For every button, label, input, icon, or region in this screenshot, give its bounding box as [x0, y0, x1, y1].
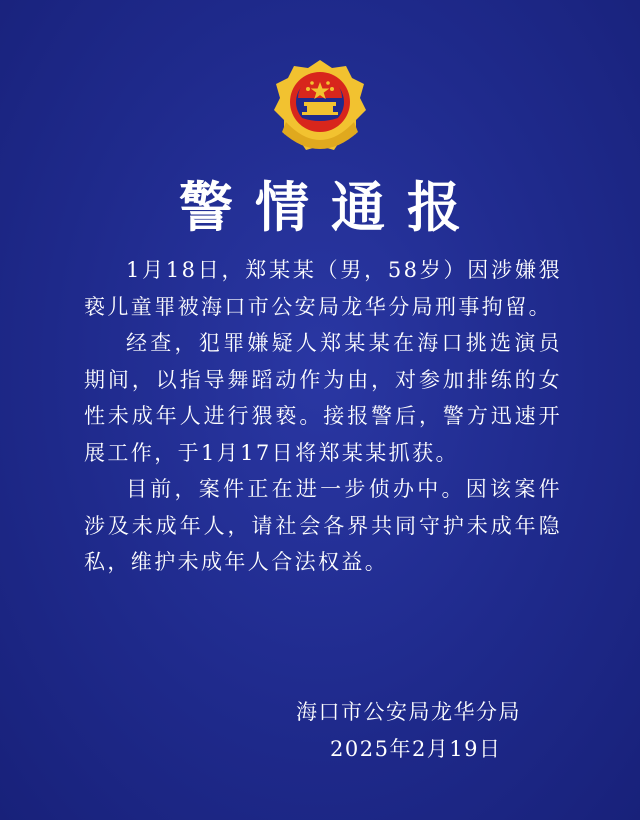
issue-date: 2025年2月19日	[330, 737, 502, 761]
notice-paragraph-1: 1月18日，郑某某（男，58岁）因涉嫌猥亵儿童罪被海口市公安局龙华分局刑事拘留。	[84, 258, 562, 319]
notice-body	[84, 252, 562, 581]
issuer-name: 海口市公安局龙华分局	[296, 700, 521, 724]
notice-paragraph-3: 目前，案件正在进一步侦办中。因该案件涉及未成年人，请社会各界共同守护未成年隐私，维护未成年人合法权益。	[84, 477, 562, 574]
police-emblem-icon	[272, 58, 368, 158]
notice-title: 警情通报	[179, 176, 483, 239]
notice-paragraph-2: 经查，犯罪嫌疑人郑某某在海口挑选演员期间，以指导舞蹈动作为由，对参加排练的女性未成年人进行猥亵。接报警后，警方迅速开展工作，于1月17日将郑某某抓获。	[84, 331, 562, 465]
